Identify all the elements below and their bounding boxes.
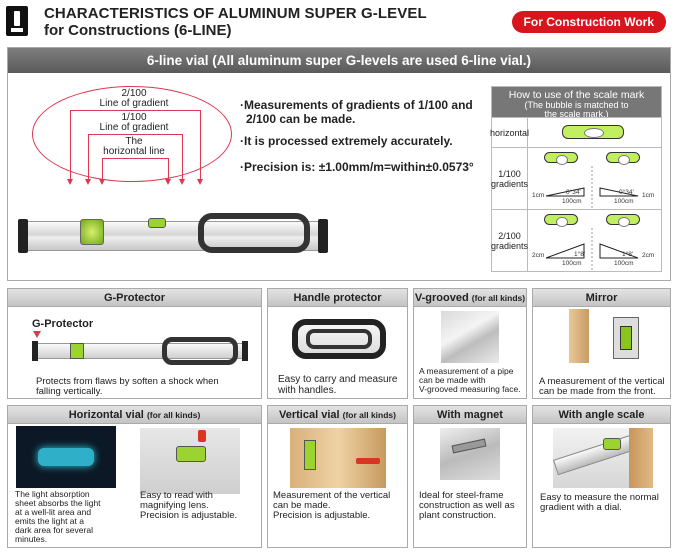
scale-row-label: 1/100: [498, 168, 521, 179]
wood-image: [569, 309, 589, 363]
magnet-panel: With magnet Ideal for steel-frame construction as well as plant construction.: [413, 405, 527, 548]
horizontal-vial-icon: [148, 218, 166, 228]
feature-line-4: ·Precision is: ±1.00mm/m=within±0.0573°: [240, 160, 474, 174]
bubble-vial-icon: [606, 214, 640, 225]
gradient-2-line: [70, 110, 200, 111]
six-line-vial-section: [7, 47, 671, 281]
feature-line-3: ·It is processed extremely accurately.: [240, 134, 453, 148]
v-grooved-panel: V-grooved (for all kinds) A measurement of a pipe can be made with V-grooved measuring face.: [413, 288, 527, 399]
panel-title: V-grooved: [414, 292, 469, 304]
scale-row-label: 2/100: [498, 230, 521, 241]
glowing-vial-image: [16, 426, 116, 488]
bubble-vial-icon: [544, 214, 578, 225]
handle-protector-panel: Handle protector Easy to carry and measure with handles.: [267, 288, 408, 399]
angle-scale-panel: With angle scale Easy to measure the normal gradient with a dial.: [532, 405, 671, 548]
header: [0, 0, 679, 44]
panel-title: Horizontal vial: [68, 409, 144, 421]
magnifying-vial-image: [140, 428, 240, 494]
horizontal-vial-panel: Horizontal vial (for all kinds) The light absorption sheet absorbs the light at a well-lit area and emits the light at a dark area for several minutes. Easy to read with magnifying lens. Precision is adjustable.: [7, 405, 262, 548]
panel-title: Handle protector: [268, 289, 407, 307]
arrow-icon: [85, 179, 91, 185]
page-subtitle: for Constructions (6-LINE): [44, 22, 232, 39]
level-image: [18, 213, 328, 257]
arrow-icon: [197, 179, 203, 185]
level-logo-icon: [6, 6, 28, 36]
mirror-vial-image: [613, 317, 639, 359]
category-badge: For Construction Work: [512, 11, 666, 33]
gradient-2-value: 2/100: [121, 88, 147, 99]
g-protector-callout: G-Protector: [32, 318, 94, 330]
gradient-1-line: [88, 134, 182, 135]
gradient-triangle-icon: [530, 166, 660, 208]
horizontal-line: [102, 158, 168, 159]
arrow-icon: [179, 179, 185, 185]
panel-title: With angle scale: [533, 406, 670, 424]
arrow-icon: [99, 179, 105, 185]
bubble-vial-icon: [606, 152, 640, 163]
scale-row-label: horizontal: [492, 118, 528, 147]
panel-title: Vertical vial: [279, 409, 340, 421]
horizontal-label-2: horizontal line: [103, 146, 165, 157]
gradient-1-label: Line of gradient: [99, 122, 169, 133]
vertical-vial-image: [290, 428, 386, 488]
scale-panel-subtitle-1: (The bubble is matched to: [524, 100, 629, 110]
arrow-icon: [67, 179, 73, 185]
feature-line-2: 2/100 can be made.: [246, 112, 356, 126]
section-heading: 6-line vial (All aluminum super G-levels are used 6-line vial.): [8, 48, 670, 73]
level-image: [32, 337, 248, 365]
panel-title: G-Protector: [8, 289, 261, 307]
scale-panel-subtitle-2: the scale mark.): [544, 109, 609, 119]
gradient-triangle-icon: [530, 228, 660, 270]
scale-row-horizontal: [489, 117, 661, 147]
scale-row-1-100: 1/100 gradients 1cm 0°34' 100cm 0°34' 100cm 1cm: [492, 147, 661, 209]
scale-mark-panel: [491, 86, 662, 272]
panel-title: With magnet: [414, 406, 526, 424]
gradient-1-value: 1/100: [121, 112, 147, 123]
g-protector-panel: G-Protector G-Protector Protects from flaws by soften a shock when falling vertically.: [7, 288, 262, 399]
bubble-vial-icon: [562, 125, 624, 139]
horizontal-label-1: The: [125, 136, 143, 147]
scale-panel-title: How to use of the scale mark: [508, 89, 645, 101]
mirror-panel: Mirror A measurement of the vertical can be made from the front.: [532, 288, 671, 399]
feature-line-1: ·Measurements of gradients of 1/100 and: [240, 98, 473, 112]
v-groove-image: [441, 311, 499, 363]
bubble-vial-icon: [544, 152, 578, 163]
scale-row-2-100: 2/100 gradients 2cm 1°8' 100cm 1°8' 100cm 2cm: [492, 209, 661, 271]
magnet-image: [440, 428, 500, 480]
gradient-2-label: Line of gradient: [99, 98, 169, 109]
panel-title: Mirror: [533, 289, 670, 307]
handle-icon: [198, 213, 310, 253]
handle-image: [292, 319, 386, 359]
page-title: CHARACTERISTICS OF ALUMINUM SUPER G-LEVEL: [44, 5, 427, 22]
vertical-vial-panel: Vertical vial (for all kinds) Measurement of the vertical can be made. Precision is adjustable.: [267, 405, 408, 548]
vertical-vial-icon: [80, 219, 104, 245]
arrow-icon: [165, 179, 171, 185]
angle-scale-image: [553, 428, 653, 488]
